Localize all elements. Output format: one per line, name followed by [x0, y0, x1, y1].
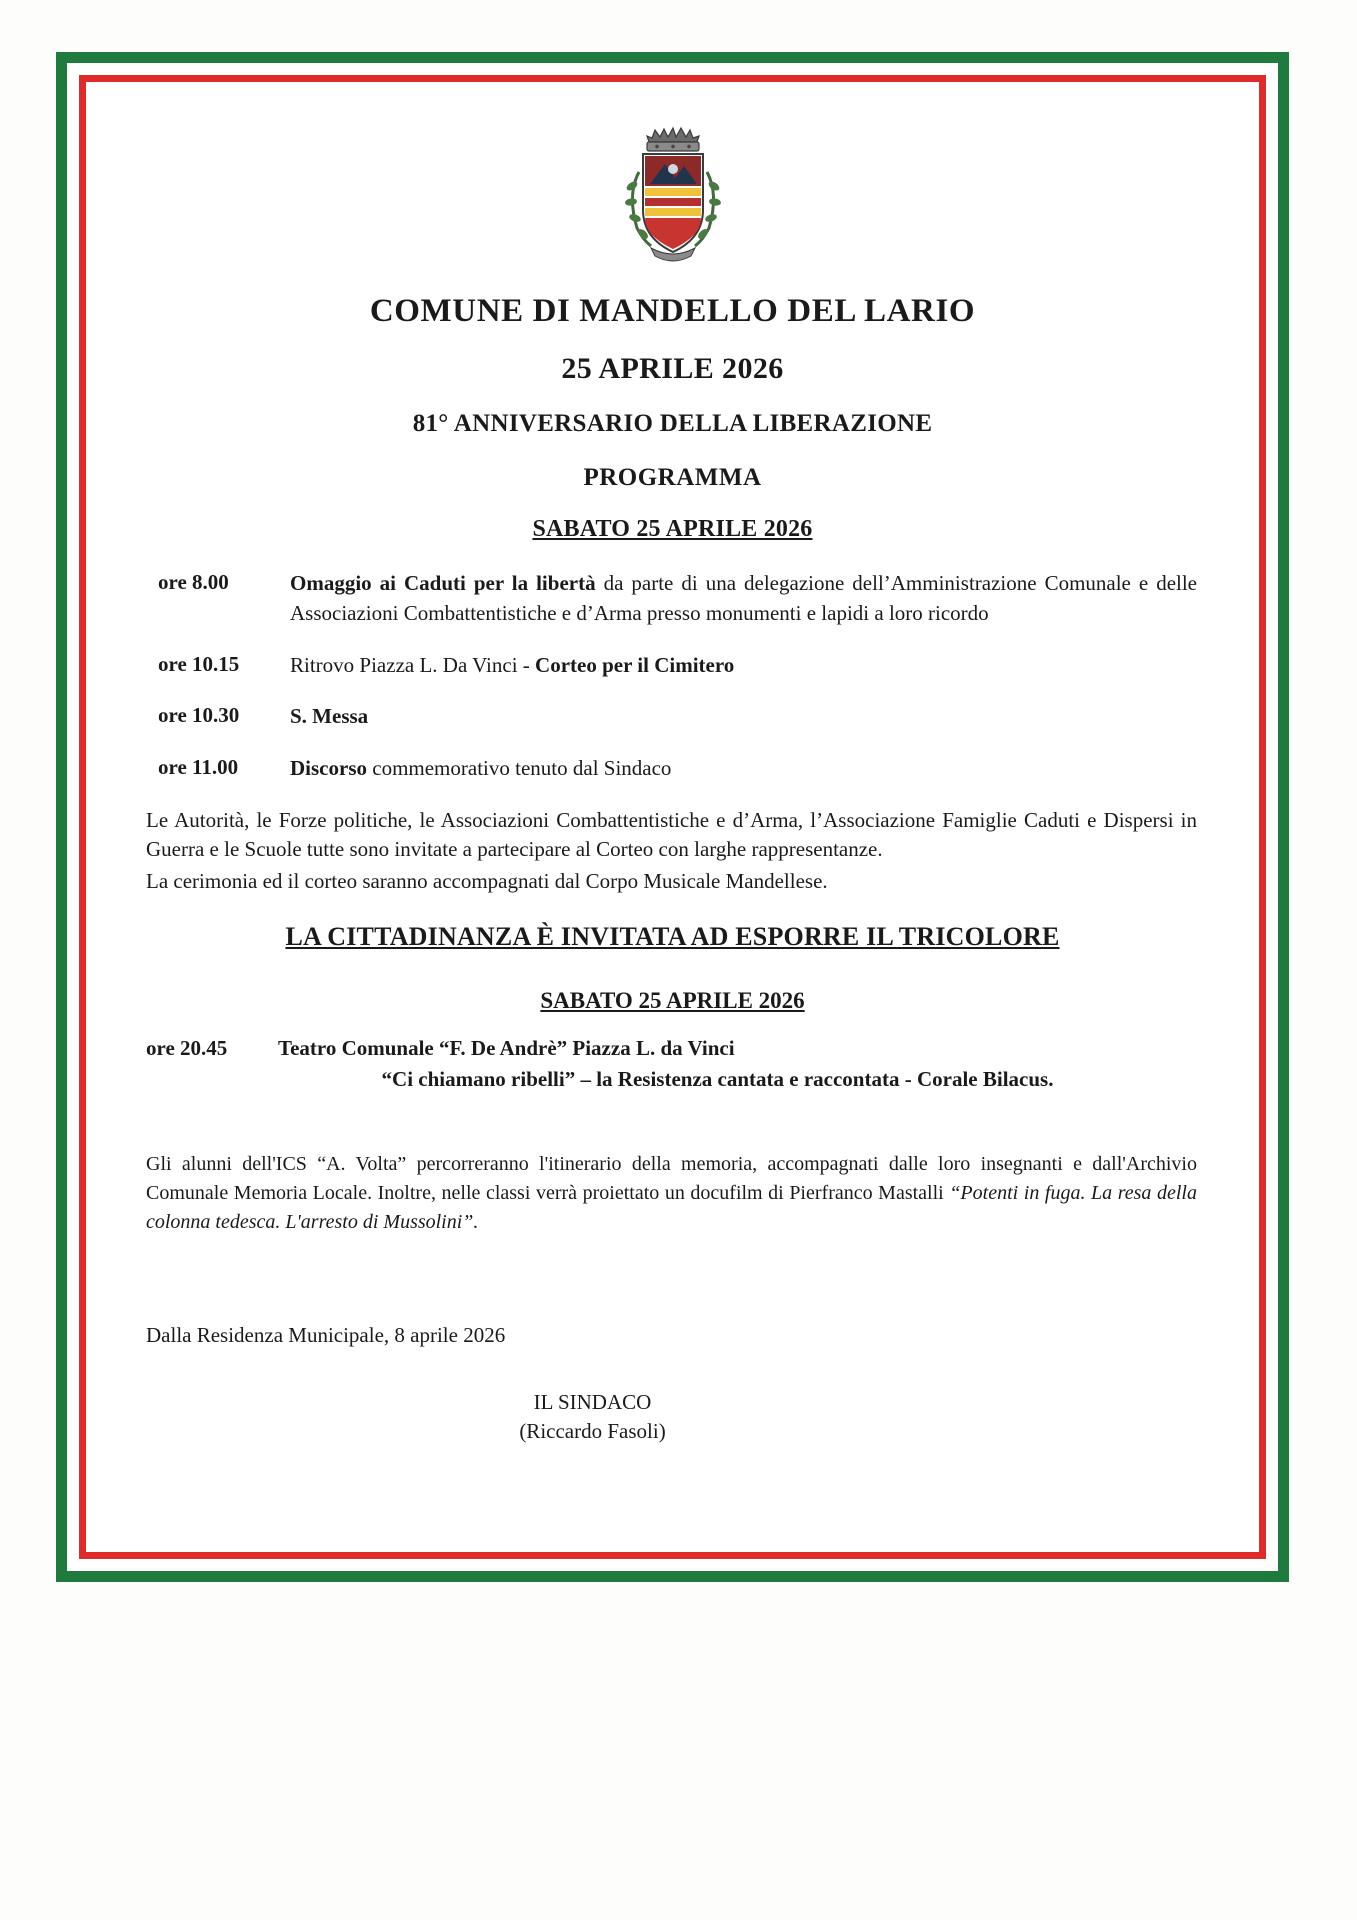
docufilm-title: “Potenti in fuga. La resa della colonna tedesca. L'arresto di Mussolini”.	[146, 1182, 1197, 1234]
crest-container	[142, 124, 1203, 279]
signature-block	[142, 1388, 1043, 1445]
day-heading-evening: SABATO 25 APRILE 2026	[540, 988, 805, 1014]
schedule-row	[142, 754, 1203, 784]
evening-time: ore 20.45	[146, 1036, 228, 1061]
poster-content	[86, 82, 1259, 1552]
schedule-list	[142, 569, 1203, 784]
coat-of-arms-icon	[617, 124, 729, 279]
residence-line: Dalla Residenza Municipale, 8 aprile 2026	[146, 1323, 506, 1348]
event-date: 25 APRILE 2026	[561, 352, 784, 385]
schedule-bold-tail: Corteo per il Cimitero	[535, 652, 735, 677]
anniversary-heading: 81° ANNIVERSARIO DELLA LIBERAZIONE	[412, 410, 933, 437]
band-paragraph: La cerimonia ed il corteo saranno accompagnati dal Corpo Musicale Mandellese.	[146, 868, 828, 893]
schedule-description	[290, 754, 1203, 784]
schedule-rest: da parte di una delegazione dell’Amministrazione Comunale e delle Associazioni Combattentistiche e d’Arma presso monumenti e lapidi a loro ricordo	[290, 571, 1198, 625]
schedule-time: ore 8.00	[158, 570, 229, 594]
programma-heading: PROGRAMMA	[583, 464, 762, 491]
schedule-description	[290, 651, 1203, 681]
tricolore-call-to-action: LA CITTADINANZA È INVITATA AD ESPORRE IL TRICOLORE	[285, 922, 1060, 952]
invitation-paragraph: Le Autorità, le Forze politiche, le Associazioni Combattentistiche e d’Arma, l’Associazione Famiglie Caduti e Dispersi in Guerra e le Scuole tutte sono invitate a partecipare al Corteo con larghe rappresentanze.	[146, 808, 1197, 862]
schedule-row	[142, 651, 1203, 681]
schools-paragraph	[142, 1150, 1203, 1237]
schedule-time: ore 10.30	[158, 703, 240, 728]
outer-green-border	[56, 52, 1289, 1582]
schedule-bold-lead: Omaggio ai Caduti per la libertà	[290, 571, 596, 595]
schedule-time: ore 10.15	[158, 651, 240, 676]
inner-red-border	[79, 75, 1266, 1559]
signature-name: (Riccardo Fasoli)	[519, 1418, 666, 1443]
schedule-bold-lead: S. Messa	[290, 704, 369, 729]
evening-show-title: “Ci chiamano ribelli” – la Resistenza cantata e raccontata - Corale Bilacus.	[381, 1067, 1054, 1092]
schedule-row	[142, 702, 1203, 732]
schedule-rest: Ritrovo Piazza L. Da Vinci -	[290, 652, 536, 677]
page-title: COMUNE DI MANDELLO DEL LARIO	[369, 293, 976, 329]
evening-venue: Teatro Comunale “F. De Andrè” Piazza L. da Vinci	[278, 1036, 735, 1061]
schedule-rest: commemorativo tenuto dal Sindaco	[367, 756, 672, 781]
schools-text: Gli alunni dell'ICS “A. Volta” percorreranno l'itinerario della memoria, accompagnati dalle loro insegnanti e dall'Archivio Comunale Memoria Locale. Inoltre, nelle classi verrà proiettato un docufilm di Pierfranco Mastalli	[146, 1153, 1197, 1205]
signature-role: IL SINDACO	[533, 1390, 652, 1415]
evening-event-row	[142, 1036, 1203, 1061]
schedule-bold-lead: Discorso	[290, 756, 367, 781]
day-heading-morning: SABATO 25 APRILE 2026	[532, 516, 813, 542]
schedule-description	[290, 569, 1203, 629]
schedule-description	[290, 702, 1203, 732]
schedule-row	[142, 569, 1203, 629]
schedule-time: ore 11.00	[158, 755, 239, 780]
